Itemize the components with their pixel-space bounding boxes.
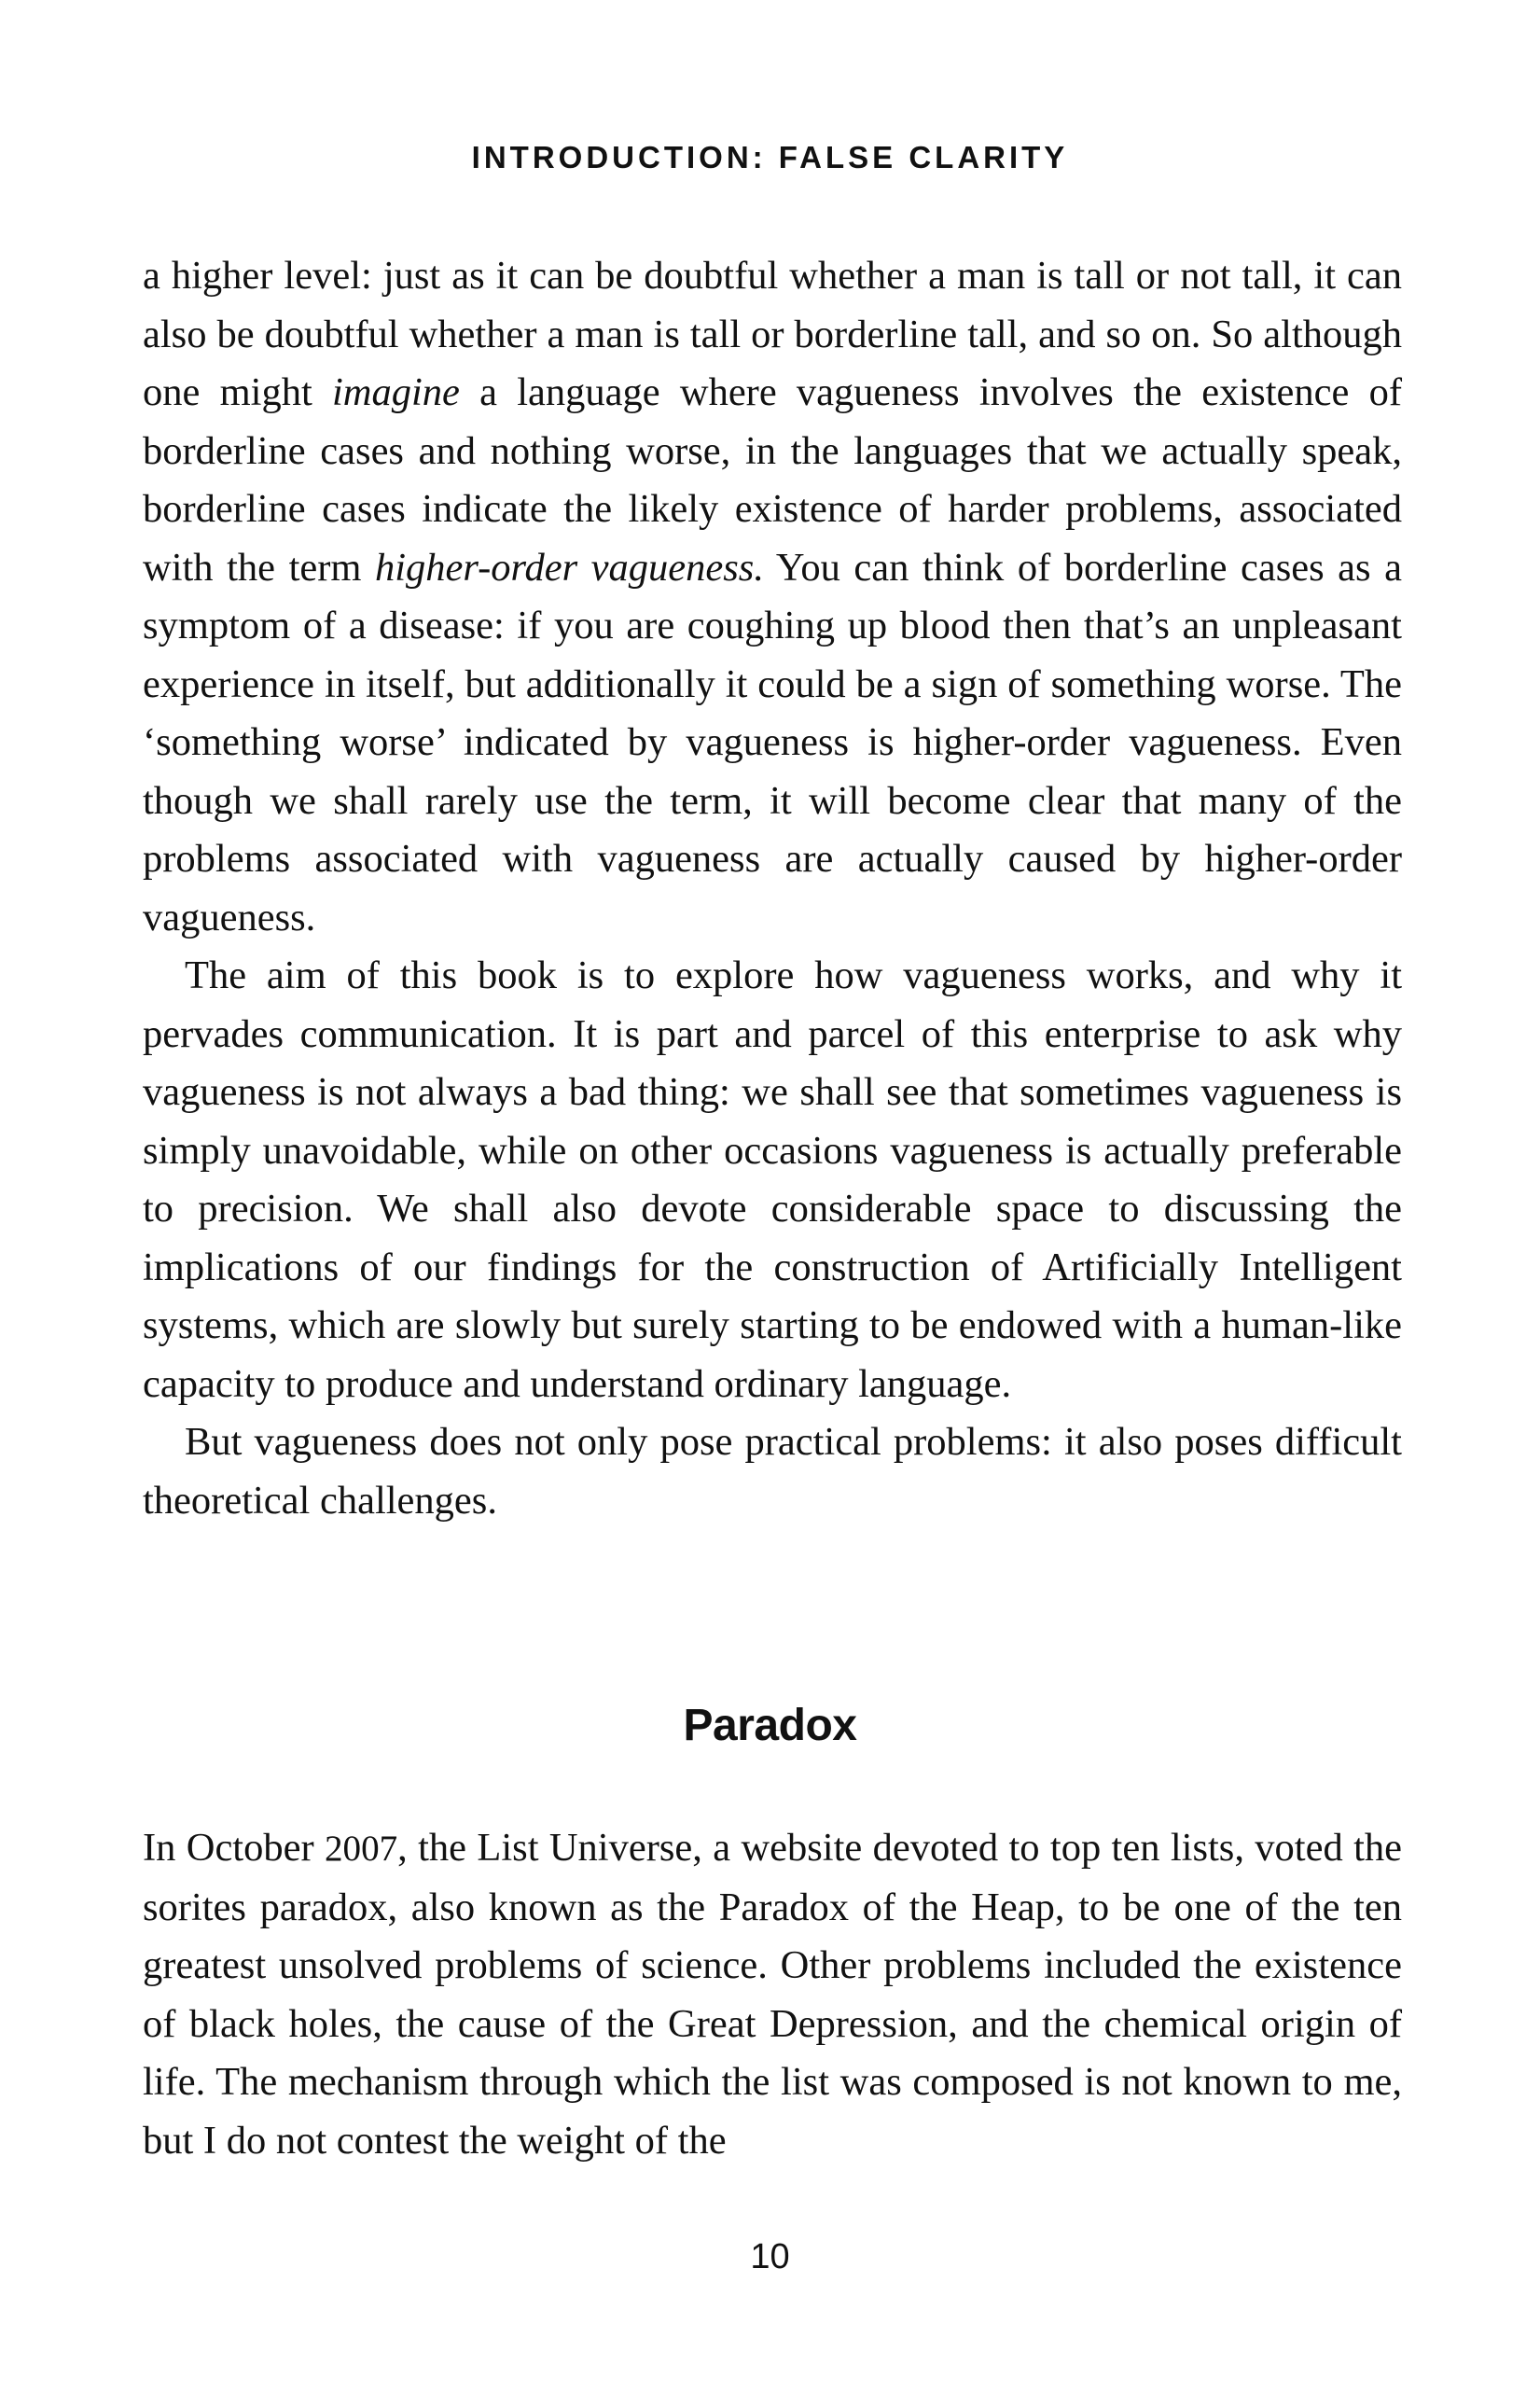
section-heading-paradox: Paradox bbox=[683, 1701, 857, 1750]
paragraph-aim: The aim of this book is to explore how vagueness works, and why it pervades communication. It is part and parcel of this enterprise to ask why vagueness is not always a bad thing: we shall see that sometimes vagueness is simply unavoidable, while on other occasions vagueness is actually preferable to precision. We shall also devote considerable space to discussing the implications of our findings for the construction of Artificially Intelligent systems, which are slowly but surely starting to be endowed with a human-like capacity to produce and understand ordinary language. bbox=[143, 953, 1402, 1406]
running-head: INTRODUCTION: FALSE CLARITY bbox=[471, 140, 1069, 174]
emphasis-higher-order-vagueness: higher-order vagueness. bbox=[375, 545, 764, 590]
year-text: 2007 bbox=[324, 1829, 398, 1869]
emphasis-imagine: imagine bbox=[332, 370, 460, 414]
paragraph-text: a language where vagueness involves the existence of borderline cases and nothing worse, in the languages that we actually speak, borderline cases indicate the likely existence of harder problems, associated with the term bbox=[143, 370, 1402, 590]
body-text-top bbox=[143, 247, 1402, 1530]
page-number: 10 bbox=[750, 2237, 790, 2276]
paragraph-text: You can think of borderline cases as a symptom of a disease: if you are coughing up blood then that’s an unpleasant experience in itself, but additionally it could be a sign of something worse. The ‘something worse’ indicated by vagueness is higher-order vagueness. Even though we shall rarely use the term, it will become clear that many of the problems associated with vagueness are actually caused by higher-order vagueness. bbox=[143, 545, 1402, 939]
paragraph-text: , the List Universe, a website devoted to top ten lists, voted the sorites paradox, also known as the Paradox of the Heap, to be one of the ten greatest unsolved problems of science. Other problems included the existence of black holes, the cause of the Great Depression, and the chemical origin of life. The mechanism through which the list was composed is not known to me, but I do not contest the weight of the bbox=[143, 1826, 1402, 2163]
body-text-bottom bbox=[143, 1819, 1402, 2170]
paragraph-continued bbox=[143, 247, 1402, 947]
paragraph-text: In October bbox=[143, 1826, 325, 1870]
paragraph-theoretical: But vagueness does not only pose practical problems: it also poses difficult theoretical challenges. bbox=[143, 1420, 1402, 1523]
paragraph-list-universe bbox=[143, 1819, 1402, 2170]
paragraph-text: a higher level: just as it can be doubtful whether a man is tall or not tall, it can also be doubtful whether a man is tall or borderline tall, and so on. So although one might bbox=[143, 254, 1402, 414]
